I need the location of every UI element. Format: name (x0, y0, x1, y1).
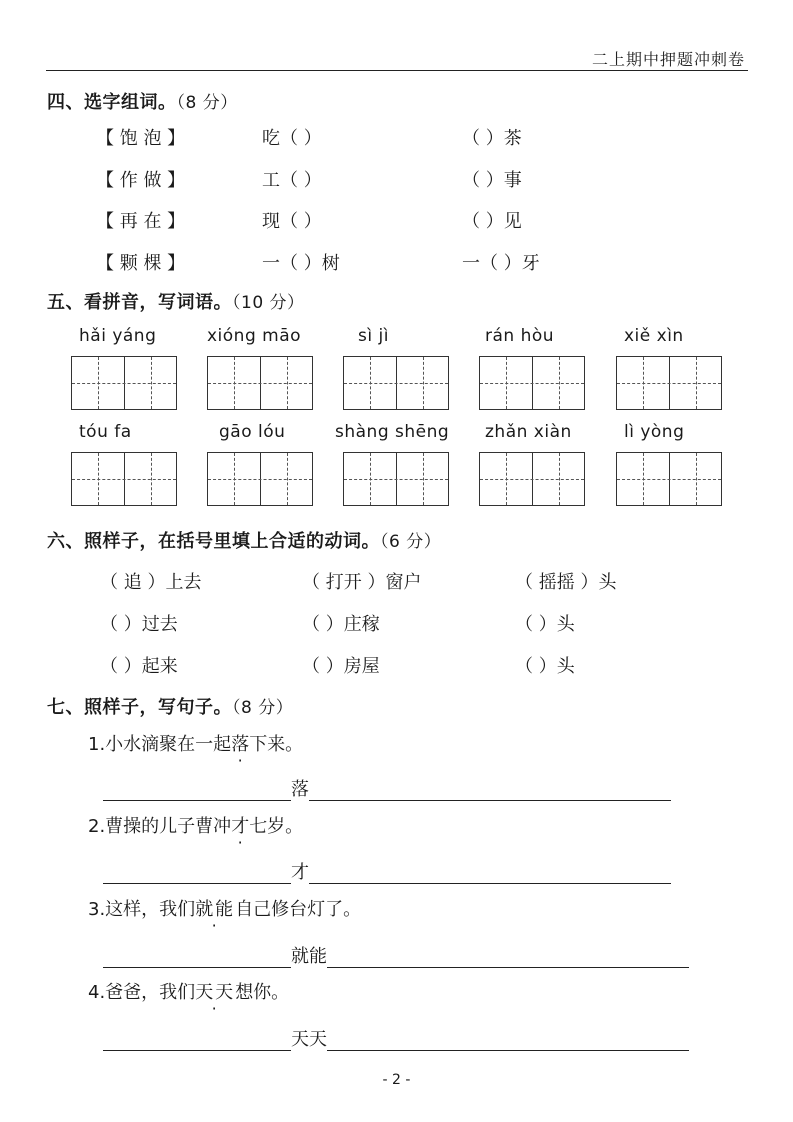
example-sentence (88, 812, 303, 838)
section-7-title (47, 693, 293, 719)
writing-grid[interactable] (71, 452, 177, 506)
verb-item: （ ）起来 (100, 656, 178, 677)
char-choice: 【 饱 泡 】 (96, 128, 186, 149)
sentence-post: 下来。 (249, 734, 304, 755)
pinyin-label: shàng shēng (335, 422, 450, 442)
pinyin-label: sì jì (358, 326, 389, 346)
answer-line[interactable] (103, 775, 671, 801)
writing-grid[interactable] (207, 356, 313, 410)
sentence-pre: 2.曹操的儿子曹冲 (88, 816, 232, 837)
page-number: - 2 - (382, 1072, 411, 1088)
section-5-points: （10 分） (232, 293, 305, 313)
answer-keyword: 落 (291, 779, 309, 800)
pinyin-label: xióng māo (207, 326, 302, 346)
section-6-points: （6 分） (380, 532, 442, 552)
answer-line[interactable] (103, 1025, 689, 1051)
section-4-points: （8 分） (176, 93, 238, 113)
sentence-pre: 3.这样，我们 (88, 899, 196, 920)
answer-line[interactable] (103, 858, 671, 884)
section-6-title (47, 527, 441, 553)
example-sentence (88, 895, 361, 921)
header-title: 二上期中押题冲刺卷 (591, 50, 745, 69)
writing-grid[interactable] (343, 356, 449, 410)
pinyin-label: xiě xìn (624, 326, 684, 346)
writing-grid[interactable] (479, 452, 585, 506)
sentence-pre: 4.爸爸，我们 (88, 982, 196, 1003)
key-word: 落 (231, 734, 250, 755)
writing-grid[interactable] (207, 452, 313, 506)
char-choice: 【 再 在 】 (96, 211, 186, 232)
answer-line[interactable] (103, 942, 689, 968)
pinyin-label: gāo lóu (219, 422, 286, 442)
word-blank-left: 一（ ）树 (262, 253, 340, 274)
key-word: 天天 (195, 982, 236, 1003)
verb-item: （ ）房屋 (302, 656, 380, 677)
sentence-pre: 1.小水滴聚在一起 (88, 734, 232, 755)
section-6-heading: 六、照样子，在括号里填上合适的动词。 (47, 531, 380, 552)
section-5-heading: 五、看拼音，写词语。 (47, 292, 232, 313)
verb-item: （ ）庄稼 (302, 614, 380, 635)
pinyin-label: lì yòng (624, 422, 685, 442)
section-4-heading: 四、选字组词。 (47, 92, 177, 113)
sentence-post: 想你。 (235, 982, 290, 1003)
verb-item: （ 追 ）上去 (100, 572, 202, 593)
word-blank-right: （ ）茶 (462, 128, 522, 149)
section-4-title (47, 88, 238, 114)
writing-grid[interactable] (616, 356, 722, 410)
word-blank-right: （ ）事 (462, 170, 522, 191)
word-blank-left: 吃（ ） (262, 128, 322, 149)
pinyin-label: tóu fa (79, 422, 132, 442)
answer-keyword: 就能 (291, 946, 327, 967)
pinyin-label: hǎi yáng (79, 326, 157, 346)
example-sentence (88, 978, 289, 1004)
answer-keyword: 才 (291, 862, 309, 883)
word-blank-right: （ ）见 (462, 211, 522, 232)
writing-grid[interactable] (616, 452, 722, 506)
example-sentence (88, 730, 303, 756)
pinyin-label: zhǎn xiàn (485, 422, 572, 442)
key-word: 就能 (195, 899, 236, 920)
answer-keyword: 天天 (291, 1029, 327, 1050)
verb-item: （ ）头 (515, 614, 575, 635)
word-blank-left: 工（ ） (262, 170, 322, 191)
verb-item: （ 打开 ）窗户 (302, 572, 422, 593)
writing-grid[interactable] (71, 356, 177, 410)
section-7-points: （8 分） (232, 698, 294, 718)
verb-item: （ ）过去 (100, 614, 178, 635)
section-5-title (47, 288, 305, 314)
sentence-post: 七岁。 (249, 816, 304, 837)
sentence-post: 自己修台灯了。 (235, 899, 362, 920)
verb-item: （ ）头 (515, 656, 575, 677)
pinyin-label: rán hòu (485, 326, 555, 346)
key-word: 才 (231, 816, 250, 837)
char-choice: 【 颗 棵 】 (96, 253, 186, 274)
writing-grid[interactable] (343, 452, 449, 506)
word-blank-right: 一（ ）牙 (462, 253, 540, 274)
writing-grid[interactable] (479, 356, 585, 410)
header-rule (46, 70, 748, 71)
verb-item: （ 摇摇 ）头 (515, 572, 617, 593)
char-choice: 【 作 做 】 (96, 170, 186, 191)
section-7-heading: 七、照样子，写句子。 (47, 697, 232, 718)
word-blank-left: 现（ ） (262, 211, 322, 232)
